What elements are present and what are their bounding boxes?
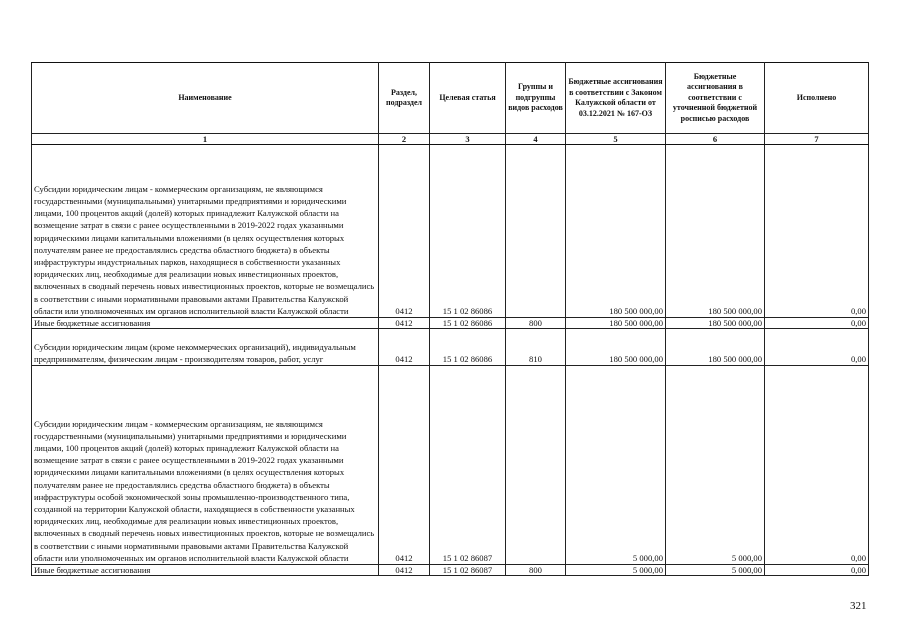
row-refined-allocation: 5 000,00 — [666, 565, 765, 576]
row-executed: 0,00 — [765, 145, 869, 318]
table-row — [32, 145, 869, 318]
row-group: 800 — [506, 565, 566, 576]
row-target: 15 1 02 86086 — [430, 145, 506, 318]
row-law-allocation: 180 500 000,00 — [566, 145, 666, 318]
row-section: 0412 — [379, 329, 430, 366]
header-row — [32, 63, 869, 134]
header-group: Группы и подгруппы видов расходов — [506, 63, 566, 134]
row-refined-allocation: 180 500 000,00 — [666, 145, 765, 318]
row-law-allocation: 180 500 000,00 — [566, 318, 666, 329]
row-group: 800 — [506, 318, 566, 329]
row-law-allocation: 5 000,00 — [566, 366, 666, 565]
table-row — [32, 318, 869, 329]
column-number-row — [32, 134, 869, 145]
row-section: 0412 — [379, 366, 430, 565]
header-name: Наименование — [32, 63, 379, 134]
row-name: Иные бюджетные ассигнования — [32, 565, 379, 576]
row-refined-allocation: 5 000,00 — [666, 366, 765, 565]
header-refined-allocation: Бюджетные ассигнования в соответствии с уточненной бюджетной росписью расходов — [666, 63, 765, 134]
column-number: 1 — [32, 134, 379, 145]
row-name: Субсидии юридическим лицам - коммерческим организациям, не являющимся государственными (муниципальными) унитарными предприятиями и юридическими лицами, 100 процентов акций (долей) которых принадлежит Калужской области на возмещение затрат в связи с ранее осуществленными в 2019-2022 годах указанными юридическими лицами капитальными вложениями (в целях осуществления которых получателям ранее не предоставлялись средства областного бюджета) в объекты инфраструктуры особой экономической зоны промышленно-производственного типа, созданной на территории Калужской области, находящиеся в собственности указанных юридических лиц, необходимые для реализации новых инвестиционных проектов, включенных в сводный перечень новых инвестиционных проектов, которые не возмещались в соответствии с иными нормативными правовыми актами Правительства Калужской области или уполномоченных им органов исполнительной власти Калужской области — [32, 366, 379, 565]
row-name: Субсидии юридическим лицам (кроме некоммерческих организаций), индивидуальным предпринимателям, физическим лицам - производителям товаров, работ, услуг — [32, 329, 379, 366]
header-section: Раздел, подраздел — [379, 63, 430, 134]
row-section: 0412 — [379, 145, 430, 318]
row-executed: 0,00 — [765, 366, 869, 565]
row-group — [506, 145, 566, 318]
column-number: 4 — [506, 134, 566, 145]
column-number: 5 — [566, 134, 666, 145]
row-section: 0412 — [379, 565, 430, 576]
row-target: 15 1 02 86086 — [430, 318, 506, 329]
column-number: 2 — [379, 134, 430, 145]
column-number: 7 — [765, 134, 869, 145]
column-number: 3 — [430, 134, 506, 145]
row-section: 0412 — [379, 318, 430, 329]
row-law-allocation: 180 500 000,00 — [566, 329, 666, 366]
header-target: Целевая статья — [430, 63, 506, 134]
row-target: 15 1 02 86087 — [430, 366, 506, 565]
row-executed: 0,00 — [765, 318, 869, 329]
row-group: 810 — [506, 329, 566, 366]
row-target: 15 1 02 86087 — [430, 565, 506, 576]
row-group — [506, 366, 566, 565]
row-name: Иные бюджетные ассигнования — [32, 318, 379, 329]
row-name: Субсидии юридическим лицам - коммерческим организациям, не являющимся государственными (муниципальными) унитарными предприятиями и юридическими лицами, 100 процентов акций (долей) которых принадлежит Калужской области на возмещение затрат в связи с ранее осуществленными в 2019-2022 годах указанными юридическими лицами капитальными вложениями (в целях осуществления которых получателям ранее не предоставлялись средства областного бюджета) в объекты инфраструктуры индустриальных парков, находящиеся в собственности указанных юридических лиц, необходимые для реализации новых инвестиционных проектов, включенных в сводный перечень новых инвестиционных проектов, которые не возмещались в соответствии с иными нормативными правовыми актами Правительства Калужской области или уполномоченных им органов исполнительной власти Калужской области — [32, 145, 379, 318]
row-refined-allocation: 180 500 000,00 — [666, 329, 765, 366]
table-row — [32, 366, 869, 565]
table-row — [32, 329, 869, 366]
header-law-allocation: Бюджетные ассигнования в соответствии с Законом Калужской области от 03.12.2021 № 167-ОЗ — [566, 63, 666, 134]
header-executed: Исполнено — [765, 63, 869, 134]
row-target: 15 1 02 86086 — [430, 329, 506, 366]
page-number: 321 — [850, 600, 867, 612]
column-number: 6 — [666, 134, 765, 145]
budget-table — [31, 62, 869, 576]
row-refined-allocation: 180 500 000,00 — [666, 318, 765, 329]
row-law-allocation: 5 000,00 — [566, 565, 666, 576]
row-executed: 0,00 — [765, 329, 869, 366]
row-executed: 0,00 — [765, 565, 869, 576]
table-row — [32, 565, 869, 576]
